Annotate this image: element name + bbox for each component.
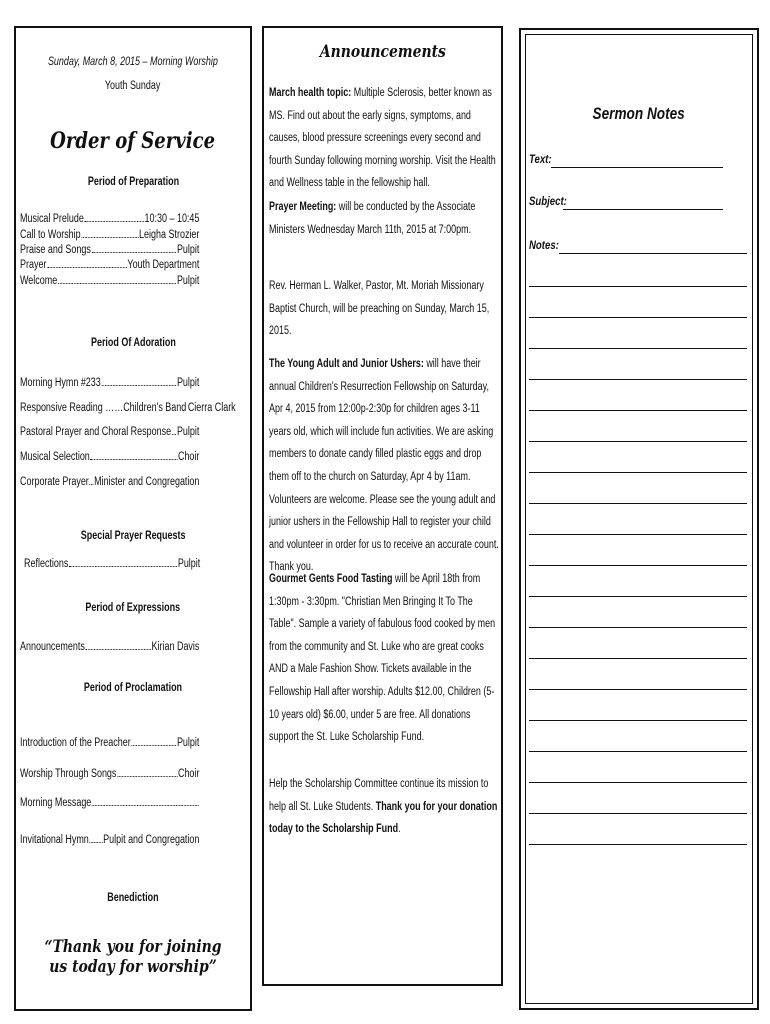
notes-line xyxy=(529,472,747,473)
subject-label: Subject: xyxy=(529,194,567,208)
program-row: Responsive Reading ……Children's Band Cierra Clark xyxy=(20,402,236,414)
section-heading-preparation: Period of Preparation xyxy=(87,176,179,188)
notes-line xyxy=(529,565,747,566)
subject-line xyxy=(563,209,723,210)
section-heading-proclamation: Period of Proclamation xyxy=(83,682,183,694)
notes-line xyxy=(529,379,747,380)
program-row: Invitational Hymn Pulpit and Congregation xyxy=(20,834,200,846)
program-row: Musical Prelude 10:30 – 10:45 xyxy=(20,213,200,225)
announcements-title: Announcements xyxy=(319,42,446,62)
notes-line xyxy=(529,286,747,287)
benediction-heading: Benediction xyxy=(107,892,159,904)
announcement-prayer-meeting: Prayer Meeting: will be conducted by the Associate Ministers Wednesday March 11th, 2015 at 7:00pm. xyxy=(269,201,476,236)
program-row: Announcements Kirian Davis xyxy=(20,641,200,653)
text-line xyxy=(551,167,723,168)
notes-line xyxy=(529,348,747,349)
order-of-service-title: Order of Service xyxy=(50,128,216,154)
notes-line xyxy=(529,751,747,752)
section-heading-special-prayer: Special Prayer Requests xyxy=(80,530,186,542)
announcements-panel xyxy=(262,26,503,986)
program-row: Reflections Pulpit xyxy=(24,558,201,570)
notes-label: Notes: xyxy=(529,238,559,252)
section-heading-adoration: Period Of Adoration xyxy=(90,337,176,349)
sermon-notes-title: Sermon Notes xyxy=(592,104,686,123)
thank-you-closing: “Thank you for joining us today for worship” xyxy=(44,937,222,977)
program-row: Musical Selection Choir xyxy=(20,451,200,463)
notes-line xyxy=(559,253,747,254)
date-line: Sunday, March 8, 2015 – Morning Worship xyxy=(48,56,218,68)
notes-line xyxy=(529,627,747,628)
announcement-ushers-event: The Young Adult and Junior Ushers: will have their annual Children's Resurrection Fellowship on Saturday, Apr 4, 2015 from 12:00p-2:30p for children ages 3-11 years old, which will include fun activities. We are asking members to donate candy filled plastic eggs and drop them off to the church on Saturday, Apr 4 by 11am. Volunteers are welcome. Please see the young adult and junior ushers in the Fellowship Hall to register your child and volunteer in order for us to receive an accurate count. Thank you. xyxy=(269,358,499,574)
announcement-health-topic: March health topic: Multiple Sclerosis, better known as MS. Find out about the early signs, symptoms, and causes, blood pressure screenings every second and fourth Sunday following morning worship. Visit the Health and Wellness table in the fellowship hall. xyxy=(269,87,496,190)
program-row: Prayer Youth Department xyxy=(20,259,200,271)
notes-line xyxy=(529,441,747,442)
program-row: Pastoral Prayer and Choral Response Pulpit xyxy=(20,426,200,438)
sermon-notes-panel xyxy=(519,28,759,1010)
sermon-notes-frame xyxy=(525,34,753,1004)
program-row: Worship Through Songs Choir xyxy=(20,768,200,780)
announcement-guest-preacher: Rev. Herman L. Walker, Pastor, Mt. Moriah Missionary Baptist Church, will be preaching on Sunday, March 15, 2015. xyxy=(269,280,490,338)
notes-line xyxy=(529,689,747,690)
section-heading-expressions: Period of Expressions xyxy=(85,602,181,614)
notes-line xyxy=(529,813,747,814)
notes-line xyxy=(529,503,747,504)
youth-sunday-line: Youth Sunday xyxy=(105,80,161,92)
program-row: Corporate Prayer Minister and Congregation xyxy=(20,476,200,488)
announcement-scholarship: Help the Scholarship Committee continue its mission to help all St. Luke Students. Thank you for your donation today to the Scholarship Fund. xyxy=(269,778,498,836)
notes-line xyxy=(529,658,747,659)
notes-line xyxy=(529,844,747,845)
program-row: Introduction of the Preacher Pulpit xyxy=(20,737,200,749)
announcement-food-tasting: Gourmet Gents Food Tasting will be April 18th from 1:30pm - 3:30pm. "Christian Men Bringing It To The Table". Sample a variety of fabulous food cooked by men from the community and St. Luke who are great cooks AND a Male Fashion Show. Tickets available in the Fellowship Hall after worship. Adults $12.00, Children (5-10 years old) $6.00, under 5 are free. All donations support the St. Luke Scholarship Fund. xyxy=(269,573,496,744)
program-row: Praise and Songs Pulpit xyxy=(20,244,200,256)
program-row: Morning Message xyxy=(20,795,250,809)
notes-line xyxy=(529,782,747,783)
program-row: Call to Worship Leigha Strozier xyxy=(20,229,200,241)
program-row: Welcome Pulpit xyxy=(20,275,200,287)
order-of-service-panel xyxy=(14,26,252,1011)
text-label: Text: xyxy=(529,152,552,166)
notes-line xyxy=(529,534,747,535)
notes-line xyxy=(529,410,747,411)
program-row: Morning Hymn #233 Pulpit xyxy=(20,377,200,389)
notes-line xyxy=(529,317,747,318)
notes-line xyxy=(529,720,747,721)
notes-line xyxy=(529,596,747,597)
